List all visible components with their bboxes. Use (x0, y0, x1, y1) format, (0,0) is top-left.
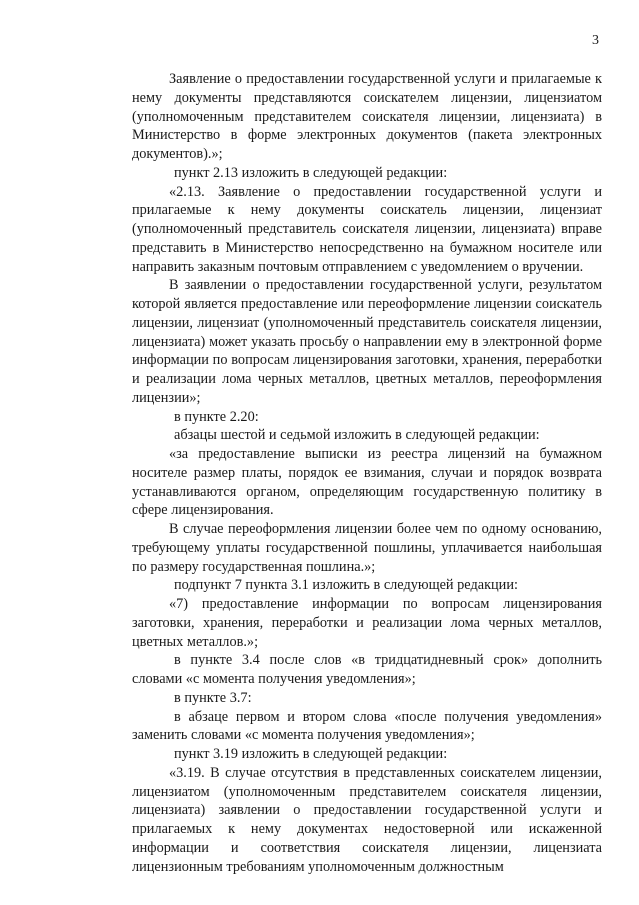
page-number: 3 (592, 33, 599, 48)
paragraph-subpoint-7-intro: подпункт 7 пункта 3.1 изложить в следующей редакции: (174, 577, 518, 594)
paragraph-reissue-duty: В случае переоформления лицензии более чем по одному основанию, требующему уплаты государственной пошлины, уплачивается наибольшая по размеру государственная пошлина.»; (132, 521, 602, 575)
paragraph-point-2-13: «2.13. Заявление о предоставлении государственной услуги и прилагаемые к нему документы соискатель лицензии, лицензиат (уполномоченный представитель соискателя лицензии, лицензиата) вправе представить в Министерство непосредственно на бумажном носителе или направить заказным почтовым отправлением с уведомлением о вручении. (132, 183, 602, 275)
paragraph-application-electronic: Заявление о предоставлении государственной услуги и прилагаемые к нему документы представляются соискателем лицензии, лицензиатом (уполномоченным представителем соискателя лицензии, лицензиата) в Министерство в форме электронных документов (пакета электронных документов).»; (132, 71, 602, 162)
paragraph-abzacy-intro: абзацы шестой и седьмой изложить в следующей редакции: (174, 427, 540, 444)
paragraph-point-3-19-intro: пункт 3.19 изложить в следующей редакции: (174, 746, 448, 762)
paragraph-point-2-13-intro: пункт 2.13 изложить в следующей редакции: (174, 164, 448, 181)
paragraph-point-3-4: в пункте 3.4 после слов «в тридцатидневный срок» дополнить словами «с момента получения уведомления»; (132, 652, 602, 687)
paragraph-point-3-7-change: в абзаце первом и втором слова «после получения уведомления» заменить словами «с момента получения уведомления»; (132, 708, 602, 744)
paragraph-subpoint-7: «7) предоставление информации по вопросам лицензирования заготовки, хранения, переработки и реализации лома черных металлов, цветных металлов.»; (132, 596, 602, 650)
paragraph-point-2-20-intro: в пункте 2.20: (174, 408, 259, 425)
paragraph-electronic-info-request: В заявлении о предоставлении государственной услуги, результатом которой является предоставление или переоформление лицензии соискатель лицензии, лицензиат (уполномоченный представитель соискателя лицензии, лицензиата) может указать просьбу о направлении ему в электронной форме информации по вопросам лицензирования заготовки, хранения, переработки и реализации лома черных металлов, цветных металлов, переоформления лицензии»; (132, 277, 602, 406)
document-body (132, 70, 602, 876)
paragraph-point-3-19: «3.19. В случае отсутствия в представленных соискателем лицензии, лицензиатом (уполномоченным представителем соискателя лицензии, лицензиата) заявлении о предоставлении государственной услуги и прилагаемых к нему документах недостоверной или искаженной информации и соответствия соискателя лицензии, лицензиата лицензионным требованиям уполномоченным должностным (132, 764, 602, 875)
paragraph-point-3-7-intro: в пункте 3.7: (174, 689, 252, 706)
paragraph-extract-fee: «за предоставление выписки из реестра лицензий на бумажном носителе размер платы, порядок ее взимания, случаи и порядок возврата устанавливаются органом, определяющим государственную политику в сфере лицензирования. (132, 446, 602, 519)
